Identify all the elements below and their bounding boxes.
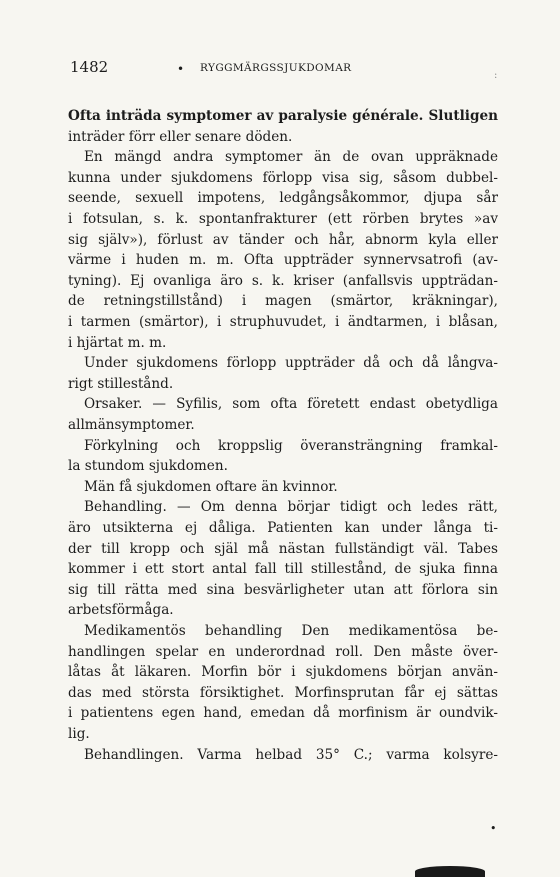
text-line: i fotsulan, s. k. spontanfrakturer (ett rörben brytes »av — [68, 211, 498, 227]
text-line: allmänsymptomer. — [68, 417, 195, 433]
ink-speck: • — [490, 822, 497, 835]
header-dot: • — [177, 62, 185, 76]
text-line: värme i huden m. m. Ofta uppträder synnervsatrofi (av- — [68, 252, 498, 269]
text-line: Orsaker. — Syfilis, som ofta företett endast obetydliga — [84, 396, 498, 413]
text-line: i patientens egen hand, emedan då morfinism är oundvik- — [68, 705, 498, 722]
text-line: de retningstillstånd) i magen (smärtor, kräkningar), — [68, 293, 498, 310]
text-line: kommer i ett stort antal fall till stillestånd, de sjuka finna — [68, 561, 498, 578]
text-line: sig själv»), förlust av tänder och hår, abnorm kyla eller — [68, 231, 498, 248]
text-line: låtas åt läkaren. Morfin bör i sjukdomens början använ- — [68, 664, 498, 681]
text-line: tyning). Ej ovanliga äro s. k. kriser (anfallsvis uppträdan- — [68, 272, 498, 289]
text-line: Förkylning och kroppslig överansträngning framkal- — [84, 437, 498, 454]
text-line: sig till rätta med sina besvärligheter utan att förlora sin — [68, 581, 498, 598]
text-line: la stundom sjukdomen. — [68, 458, 228, 475]
text-line: i tarmen (smärtor), i struphuvudet, i ändtarmen, i blåsan, — [68, 314, 498, 330]
text-line: kunna under sjukdomens förlopp visa sig, såsom dubbel- — [68, 169, 498, 186]
text-line: En mängd andra symptomer än de ovan uppräknade — [84, 149, 498, 166]
ink-smudge — [415, 866, 485, 877]
text-line: der till kropp och själ må nästan fullständigt väl. Tabes — [68, 540, 498, 557]
page-header — [70, 58, 490, 82]
running-head: RYGGMÄRGSSJUKDOMAR — [200, 62, 352, 74]
text-line: das med största försiktighet. Morfinsprutan får ej sättas — [68, 684, 498, 701]
text-line: inträder förr eller senare döden. — [68, 128, 293, 145]
text-line: Behandling. — Om denna börjar tidigt och ledes rätt, — [84, 499, 498, 516]
margin-mark: : — [494, 70, 498, 81]
text-line: Män få sjukdomen oftare än kvinnor. — [84, 478, 338, 495]
text-line: lig. — [68, 726, 90, 742]
text-line: äro utsikterna ej dåliga. Patienten kan under långa ti- — [68, 520, 498, 536]
text-line: i hjärtat m. m. — [68, 334, 167, 351]
text-line: Ofta inträda symptomer av paralysie générale. Slutligen — [68, 108, 498, 124]
text-line: seende, sexuell impotens, ledgångsåkommor, djupa sår — [68, 190, 498, 207]
text-line: Medikamentös behandling Den medikamentösa be- — [84, 623, 498, 639]
text-line: handlingen spelar en underordnad roll. Den måste över- — [68, 643, 498, 660]
text-line: rigt stillestånd. — [68, 375, 174, 392]
text-line: arbetsförmåga. — [68, 602, 174, 619]
text-line: Under sjukdomens förlopp uppträder då och då långva- — [84, 355, 498, 372]
page-number: 1482 — [70, 58, 109, 76]
text-line: Behandlingen. Varma helbad 35° C.; varma kolsyre- — [84, 746, 498, 763]
